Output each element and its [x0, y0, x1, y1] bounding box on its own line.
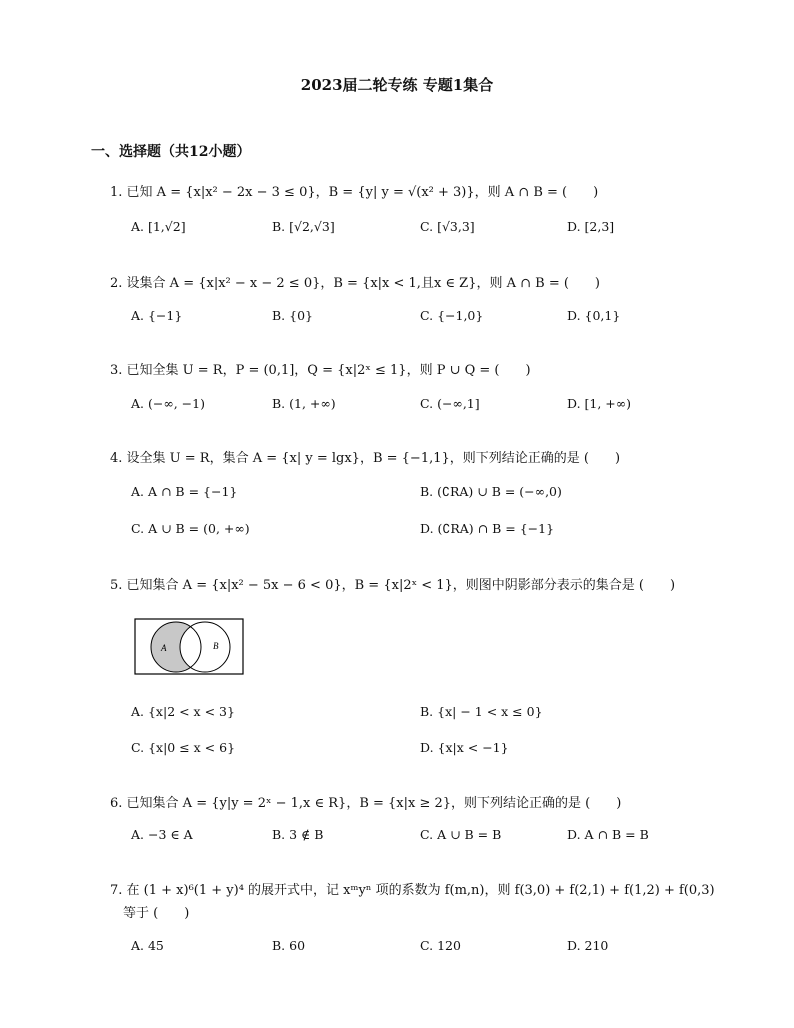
- question-4-option-a: A. A ∩ B = {−1}: [131, 484, 238, 499]
- question-7-stem-continued: 等于 ( ): [123, 906, 190, 921]
- question-4-option-c: C. A ∪ B = (0, +∞): [131, 521, 250, 536]
- question-4-option-d: D. (∁RA) ∩ B = {−1}: [420, 521, 555, 536]
- question-1-option-a: A. [1,√2]: [131, 219, 186, 234]
- question-7-option-b: B. 60: [272, 938, 306, 953]
- question-3-stem: 3. 已知全集 U = R，P = (0,1]，Q = {x|2ˣ ≤ 1}，则 P ∪ Q = ( ): [110, 363, 531, 378]
- question-1-option-d: D. [2,3]: [567, 219, 615, 234]
- question-6-option-d: D. A ∩ B = B: [567, 827, 649, 842]
- question-6-option-b: B. 3 ∉ B: [272, 827, 324, 842]
- question-4-option-b: B. (∁RA) ∪ B = (−∞,0): [420, 484, 562, 499]
- question-5-option-a: A. {x|2 < x < 3}: [131, 704, 235, 719]
- question-1-stem: 1. 已知 A = {x|x² − 2x − 3 ≤ 0}，B = {y| y = √(x² + 3)}，则 A ∩ B = ( ): [110, 185, 599, 200]
- question-6-option-c: C. A ∪ B = B: [420, 827, 502, 842]
- question-3-option-d: D. [1, +∞): [567, 396, 632, 411]
- section-title: 一、选择题（共12小题）: [91, 144, 251, 160]
- question-5-stem: 5. 已知集合 A = {x|x² − 5x − 6 < 0}，B = {x|2ˣ < 1}，则图中阴影部分表示的集合是 ( ): [110, 578, 676, 593]
- venn-diagram: [134, 618, 244, 675]
- question-2-option-a: A. {−1}: [131, 308, 183, 323]
- question-2-option-d: D. {0,1}: [567, 308, 621, 323]
- question-6-option-a: A. −3 ∈ A: [131, 827, 193, 842]
- question-7-stem: 7. 在 (1 + x)⁶(1 + y)⁴ 的展开式中，记 xᵐyⁿ 项的系数为 f(m,n)，则 f(3,0) + f(2,1) + f(1,2) + f(0,3): [110, 883, 715, 898]
- question-2-option-c: C. {−1,0}: [420, 308, 484, 323]
- venn-set-b: [180, 622, 230, 672]
- question-5-option-b: B. {x| − 1 < x ≤ 0}: [420, 704, 543, 719]
- question-2-option-b: B. {0}: [272, 308, 313, 323]
- venn-label-a: A: [161, 643, 167, 653]
- question-3-option-b: B. (1, +∞): [272, 396, 336, 411]
- question-7-option-d: D. 210: [567, 938, 609, 953]
- question-1-option-b: B. [√2,√3]: [272, 219, 335, 234]
- question-2-stem: 2. 设集合 A = {x|x² − x − 2 ≤ 0}，B = {x|x < 1,且x ∈ Z}，则 A ∩ B = ( ): [110, 276, 600, 291]
- question-5-option-c: C. {x|0 ≤ x < 6}: [131, 740, 236, 755]
- question-6-stem: 6. 已知集合 A = {y|y = 2ˣ − 1,x ∈ R}，B = {x|x ≥ 2}，则下列结论正确的是 ( ): [110, 796, 622, 811]
- question-7-option-a: A. 45: [131, 938, 164, 953]
- venn-label-b: B: [213, 641, 219, 651]
- question-3-option-a: A. (−∞, −1): [131, 396, 205, 411]
- question-1-option-c: C. [√3,3]: [420, 219, 475, 234]
- question-7-option-c: C. 120: [420, 938, 461, 953]
- question-5-option-d: D. {x|x < −1}: [420, 740, 509, 755]
- question-3-option-c: C. (−∞,1]: [420, 396, 480, 411]
- question-4-stem: 4. 设全集 U = R，集合 A = {x| y = lgx}，B = {−1,1}，则下列结论正确的是 ( ): [110, 451, 621, 466]
- page-title: 2023届二轮专练 专题1集合: [300, 76, 494, 94]
